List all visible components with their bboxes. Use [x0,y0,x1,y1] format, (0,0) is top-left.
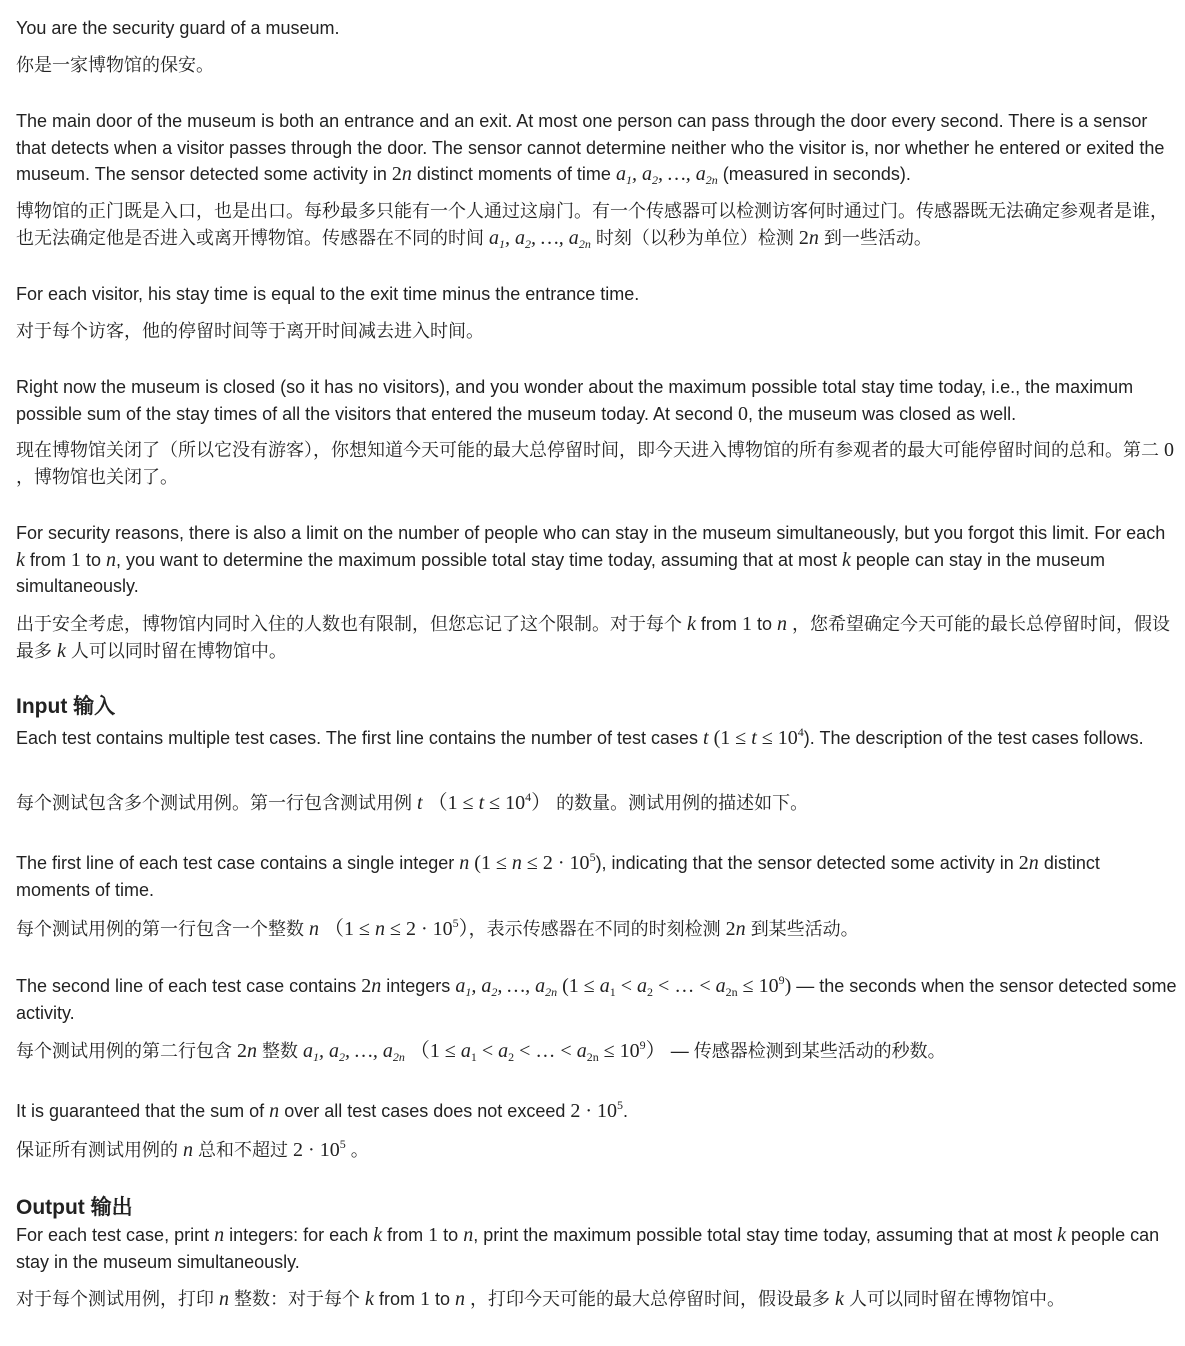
output-zh-to: to [434,1289,450,1309]
output-zh-4: 人可以同时留在博物馆中。 [848,1289,1065,1309]
math-k: k [687,613,696,635]
closed-en-2: , the museum was closed as well. [748,403,1017,424]
math-t: t [417,792,423,814]
math-zero: 0 [1164,439,1175,461]
limit-zh-from: from [700,614,737,634]
math-t-range: $(1 \le t \le 10^4)$ [427,790,552,814]
input-p4-en: It is guaranteed that the sum of n over all test cases does not exceed $2 \cdot 10^5$. [16,1098,629,1122]
math-n-range: ($1 \le n \le 2 \cdot 10^5$ [474,850,596,874]
limit-en-2: , you want to determine the maximum possible total stay time today, assuming that at most [115,549,837,570]
output-zh-1: 对于每个测试用例，打印 [16,1289,214,1309]
output-en [16,1222,1178,1275]
input-p3-zh-1: 每个测试用例的第二行包含 [16,1041,232,1061]
input-p1-en [16,725,1178,752]
output-en-4: people can stay in the museum simultaneously. [16,1225,1160,1272]
input-p3-zh-3: — 传感器检测到某些活动的秒数。 [670,1041,946,1061]
output-zh-2: 整数：对于每个 [234,1289,361,1309]
input-p2-zh-2: ，表示传感器在不同的时刻检测 [468,919,721,939]
limit-en-to: to [85,549,101,570]
math-2n: 2n [725,918,746,940]
math-k: k [841,548,851,571]
limit-en-1: For security reasons, there is also a limit on the number of people who can stay in the museum simultaneously, but you forgot this limit. For each [16,523,1166,543]
closed-en [16,374,1178,427]
door-en-3: (measured in seconds). [722,164,911,184]
input-p2-zh-1: 每个测试用例的第一行包含一个整数 [16,919,304,939]
math-n: n [309,918,320,940]
math-k: k [16,548,25,571]
closed-zh [16,437,1178,490]
intro-zh-text: 你是一家博物馆的保安。 [16,55,214,75]
input-p3-en-2: integers [386,976,451,996]
input-p4-en-1: It is guaranteed that the sum of [16,1101,265,1121]
input-heading: Input 输入 [16,695,116,718]
output-en-2: integers: for each [229,1225,369,1245]
math-a-seq: $a_1$, $a_2$, …, $a_{2n}$ [489,226,591,251]
input-p2-en-3: distinct moments of time. [16,853,1100,900]
math-one: 1 [428,1224,439,1246]
math-2n: 2n [798,226,819,249]
limit-zh-3: 人可以同时留在博物馆中。 [70,640,287,661]
math-k: k [1057,1224,1067,1246]
limit-en [16,520,1178,600]
math-one: 1 [419,1288,430,1310]
input-p2-en [16,850,1178,903]
input-p3-zh [16,1038,1178,1065]
output-en-to: to [443,1225,459,1245]
output-en-1: For each test case, print [16,1225,210,1245]
input-p2-en-2: ), indicating that the sensor detected some activity in [595,853,1014,873]
door-zh [16,198,1178,251]
output-zh-from: from [378,1289,415,1309]
door-en-1: The main door of the museum is both an entrance and an exit. At most one person can pass through the door every second. There is a sensor that detects when a visitor passes through the door. The sensor cannot determine neither who the visitor is, nor whether he entered or exited the museum. The sensor detected some activity in [16,111,1165,184]
input-p1-zh-2: 的数量。测试用例的描述如下。 [556,793,809,813]
math-one: 1 [741,613,752,635]
stay-zh [16,318,1178,345]
input-p3-en [16,973,1178,1026]
stay-en-text: For each visitor, his stay time is equal to the exit time minus the entrance time. [16,284,640,304]
math-t-range: ($1 \le t \le 10^4$ [713,725,804,749]
stay-zh-text: 对于每个访客，他的停留时间等于离开时间减去进入时间。 [16,321,484,341]
input-p4-zh: 保证所有测试用例的 n 总和不超过 $2 \cdot 10^5$ 。 [16,1137,369,1161]
intro-en [16,15,1178,42]
math-a-seq: $a_1$, $a_2$, …, $a_{2n}$ [455,975,558,999]
stay-en [16,281,1178,308]
input-p1-zh [16,790,1178,817]
limit-zh-1: 出于安全考虑，博物馆内同时入住的人数也有限制，但您忘记了这个限制。对于每个 [16,614,682,634]
math-2n: 2n [391,163,412,185]
math-n: n [459,852,470,874]
math-k: k [373,1224,383,1246]
door-zh-2: 时刻（以秒为单位）检测 [595,227,794,248]
door-en [16,108,1178,188]
math-t: t [703,727,709,749]
input-p1-en-2: ). The description of the test cases follows. [803,728,1144,748]
input-p1-zh-1: 每个测试包含多个测试用例。第一行包含测试用例 [16,793,412,813]
math-n: n [455,1288,466,1310]
limit-zh [16,611,1178,664]
input-p1-en-1: Each test contains multiple test cases. The first line contains the number of test cases [16,728,699,748]
limit-en-from: from [29,549,66,570]
math-k: k [57,639,66,662]
door-en-2: distinct moments of time [416,164,611,184]
door-zh-3: 到一些活动。 [823,227,932,248]
closed-en-1: Right now the museum is closed (so it has no visitors), and you wonder about the maximum possible total stay time today, i.e., the maximum possible sum of the stay times of all the visitors that entered the museum today. At second [16,377,1134,424]
math-n: n [269,1100,280,1122]
math-n: n [105,548,116,571]
input-p3-en-1: The second line of each test case contains [16,976,357,996]
limit-en-3: people can stay in the museum simultaneously. [16,549,1106,596]
math-n: n [463,1224,474,1246]
output-heading: Output 输出 [16,1196,133,1219]
math-sum-bound: $2 \cdot 10^5$ [293,1137,346,1161]
math-n: n [183,1139,194,1161]
math-one: 1 [70,548,81,571]
math-n: n [776,613,787,635]
input-p2-zh [16,916,1178,943]
math-n: n [214,1224,225,1246]
input-p4-zh-1: 保证所有测试用例的 [16,1140,178,1160]
output-zh [16,1286,1178,1313]
intro-en-text: You are the security guard of a museum. [16,18,340,38]
math-n-range: $(1 \le n \le 2 \cdot 10^5)$ [324,916,469,940]
math-zero: 0 [738,402,749,425]
door-zh-1: 博物馆的正门既是入口，也是出口。每秒最多只能有一个人通过这扇门。有一个传感器可以检测访客何时通过门。传感器既无法确定参观者是谁，也无法确定他是否进入或离开博物馆。传感器在不同的时间 [16,201,1168,248]
math-k: k [365,1288,374,1310]
limit-zh-2: ，您希望确定今天可能的最长总停留时间，假设最多 [16,614,1170,661]
closed-zh-2: ，博物馆也关闭了。 [16,466,178,487]
intro-zh [16,52,1178,79]
math-a-seq: $a_1$, $a_2$, …, $a_{2n}$ [303,1040,405,1064]
limit-zh-to: to [756,614,772,634]
input-p2-zh-3: 到某些活动。 [750,919,859,939]
math-2n: 2n [361,975,382,997]
math-2n: 2n [1018,852,1039,874]
math-2n: 2n [237,1040,258,1062]
output-en-from: from [387,1225,424,1245]
math-a-range: （$1 \le a_1 < a_2$ < … < $a_{2n} \le 10^9$） [409,1038,666,1064]
input-p4-en-2: over all test cases does not exceed [284,1101,566,1121]
input-p4-zh-2: 总和不超过 [198,1140,289,1160]
output-zh-3: ，打印今天可能的最大总停留时间，假设最多 [470,1289,831,1309]
math-a-range: ($1 \le a_1 < a_2$ < … < $a_{2n} \le 10^9$) [562,973,792,999]
math-a-seq: $a_1$, $a_2$, …, $a_{2n}$ [615,163,718,187]
math-n: n [219,1288,230,1310]
input-p3-zh-2: 整数 [262,1041,299,1061]
output-en-3: , print the maximum possible total stay time today, assuming that at most [473,1225,1053,1245]
math-k: k [835,1288,844,1310]
input-p3-en-3: — the seconds when the sensor detected some activity. [16,976,1177,1023]
closed-zh-1: 现在博物馆关闭了（所以它没有游客），你想知道今天可能的最大总停留时间，即今天进入博物馆的所有参观者的最大可能停留时间的总和。第二 [16,440,1159,460]
input-p2-en-1: The first line of each test case contains a single integer [16,853,455,873]
math-sum-bound: $2 \cdot 10^5$ [570,1098,624,1122]
